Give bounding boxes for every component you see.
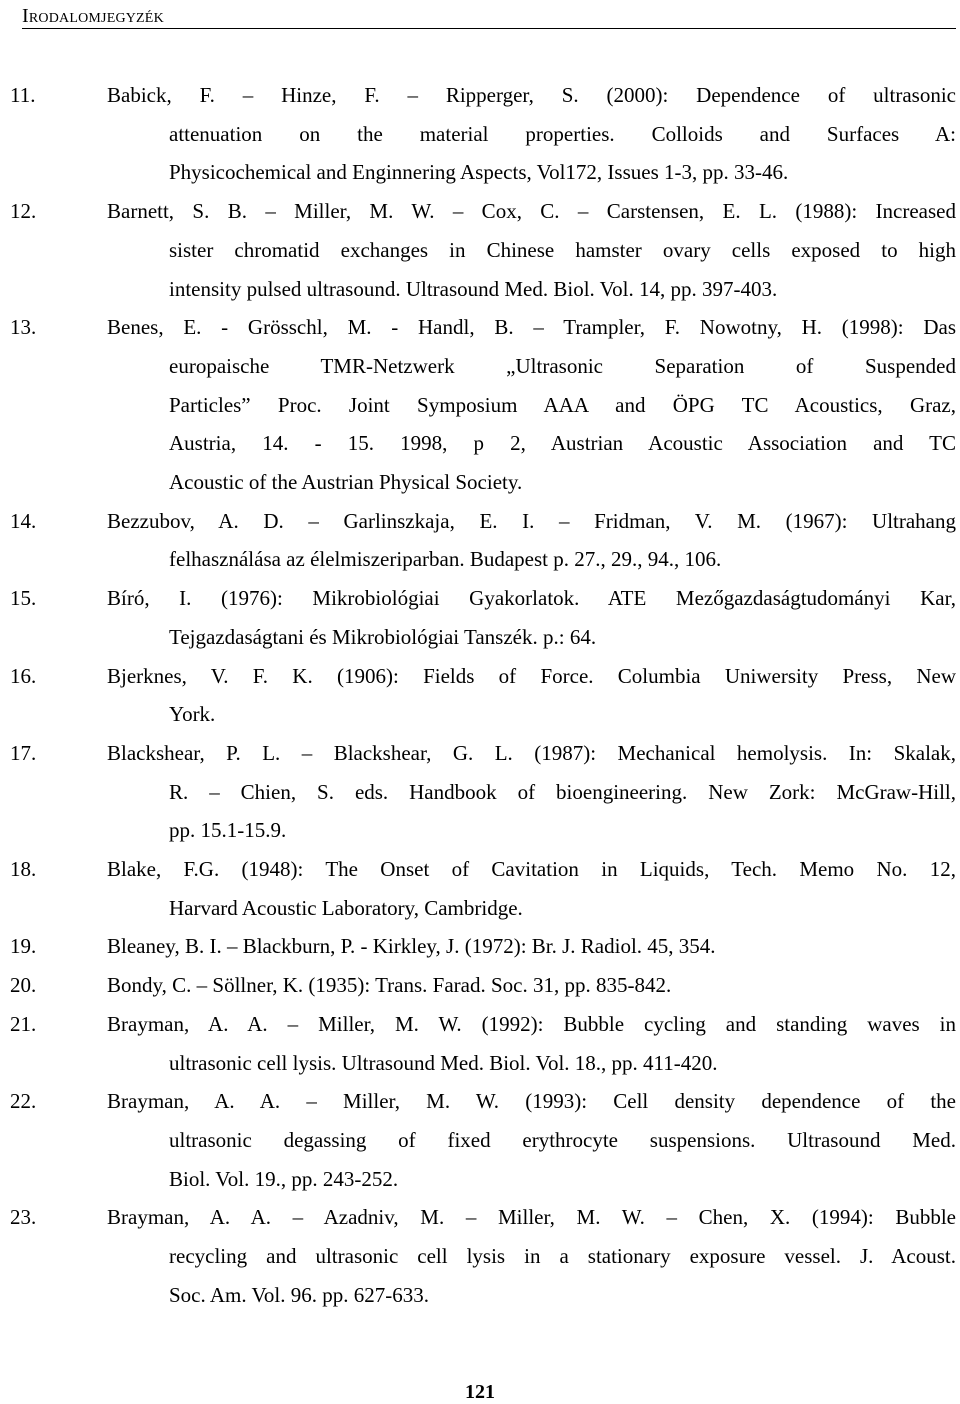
reference-item bbox=[0, 734, 960, 850]
reference-text bbox=[108, 502, 956, 579]
reference-item bbox=[0, 579, 960, 656]
reference-number: 14. bbox=[10, 508, 37, 533]
reference-line: Biol. Vol. 19., pp. 243-252. bbox=[169, 1166, 399, 1191]
reference-line: Babick, F. – Hinze, F. – Ripperger, S. (2000): Dependence of ultrasonic bbox=[107, 83, 956, 107]
reference-line: R. – Chien, S. eds. Handbook of bioengineering. New Zork: McGraw-Hill, bbox=[169, 779, 956, 804]
reference-line: Tejgazdaságtani és Mikrobiológiai Tanszék. p.: 64. bbox=[169, 624, 597, 649]
reference-text bbox=[108, 1082, 956, 1198]
reference-text bbox=[108, 734, 956, 850]
page-number: 121 bbox=[465, 1381, 495, 1403]
reference-text bbox=[108, 579, 956, 656]
reference-number: 17. bbox=[10, 740, 37, 765]
reference-line: sister chromatid exchanges in Chinese hamster ovary cells exposed to high bbox=[169, 237, 956, 262]
reference-line: Austria, 14. - 15. 1998, p 2, Austrian Acoustic Association and TC bbox=[169, 431, 956, 456]
reference-text bbox=[108, 1198, 956, 1314]
reference-line: Bleaney, B. I. – Blackburn, P. - Kirkley, J. (1972): Br. J. Radiol. 45, 354. bbox=[107, 934, 716, 959]
reference-item bbox=[0, 76, 960, 192]
reference-list bbox=[0, 76, 960, 1315]
reference-number: 20. bbox=[10, 973, 37, 998]
reference-line: Soc. Am. Vol. 96. pp. 627-633. bbox=[169, 1282, 429, 1307]
reference-number: 19. bbox=[10, 934, 37, 959]
reference-line: Benes, E. - Grösschl, M. - Handl, B. – Trampler, F. Nowotny, H. (1998): Das bbox=[107, 315, 956, 340]
reference-line: ultrasonic cell lysis. Ultrasound Med. Biol. Vol. 18., pp. 411-420. bbox=[169, 1050, 718, 1075]
reference-number: 18. bbox=[10, 857, 37, 882]
reference-line: Bezzubov, A. D. – Garlinszkaja, E. I. – Fridman, V. M. (1967): Ultrahang bbox=[107, 508, 956, 533]
reference-line: Bíró, I. (1976): Mikrobiológiai Gyakorlatok. ATE Mezőgazdaságtudományi Kar, bbox=[107, 586, 956, 611]
reference-number: 23. bbox=[10, 1205, 37, 1230]
reference-number: 12. bbox=[10, 199, 37, 224]
reference-text bbox=[108, 192, 956, 308]
running-header bbox=[22, 4, 956, 29]
reference-text bbox=[108, 850, 956, 927]
reference-line: Brayman, A. A. – Miller, M. W. (1993): Cell density dependence of the bbox=[107, 1089, 956, 1114]
reference-line: europaische TMR-Netzwerk „Ultrasonic Separation of Suspended bbox=[169, 353, 956, 378]
header-title: Irodalomjegyzék bbox=[22, 5, 164, 27]
reference-line: Physicochemical and Enginnering Aspects, Vol172, Issues 1-3, pp. 33-46. bbox=[169, 160, 789, 185]
reference-line: Bjerknes, V. F. K. (1906): Fields of Force. Columbia Uniwersity Press, New bbox=[107, 663, 956, 688]
reference-item bbox=[0, 966, 960, 1005]
reference-line: Bondy, C. – Söllner, K. (1935): Trans. Farad. Soc. 31, pp. 835-842. bbox=[107, 973, 672, 998]
reference-text bbox=[108, 657, 956, 734]
reference-line: Blackshear, P. L. – Blackshear, G. L. (1987): Mechanical hemolysis. In: Skalak, bbox=[107, 740, 956, 765]
reference-item bbox=[0, 1082, 960, 1198]
reference-line: ultrasonic degassing of fixed erythrocyte suspensions. Ultrasound Med. bbox=[169, 1127, 956, 1152]
reference-text bbox=[108, 1005, 956, 1082]
reference-number: 16. bbox=[10, 663, 37, 688]
reference-item bbox=[0, 1198, 960, 1314]
reference-line: recycling and ultrasonic cell lysis in a stationary exposure vessel. J. Acoust. bbox=[169, 1244, 956, 1269]
reference-line: Blake, F.G. (1948): The Onset of Cavitation in Liquids, Tech. Memo No. 12, bbox=[107, 857, 956, 882]
reference-number: 22. bbox=[10, 1089, 37, 1114]
reference-number: 11. bbox=[10, 83, 36, 107]
reference-number: 21. bbox=[10, 1011, 37, 1036]
reference-number: 13. bbox=[10, 315, 37, 340]
reference-line: Acoustic of the Austrian Physical Society. bbox=[169, 470, 523, 495]
reference-item bbox=[0, 850, 960, 927]
reference-line: pp. 15.1-15.9. bbox=[169, 818, 287, 843]
reference-line: Brayman, A. A. – Miller, M. W. (1992): Bubble cycling and standing waves in bbox=[107, 1011, 956, 1036]
reference-item bbox=[0, 1005, 960, 1082]
reference-line: Brayman, A. A. – Azadniv, M. – Miller, M. W. – Chen, X. (1994): Bubble bbox=[107, 1205, 956, 1230]
reference-item bbox=[0, 308, 960, 502]
reference-line: felhasználása az élelmiszeriparban. Budapest p. 27., 29., 94., 106. bbox=[169, 547, 722, 572]
reference-text bbox=[108, 966, 956, 1005]
reference-text bbox=[108, 76, 956, 192]
reference-line: Barnett, S. B. – Miller, M. W. – Cox, C. – Carstensen, E. L. (1988): Increased bbox=[107, 199, 956, 224]
reference-line: intensity pulsed ultrasound. Ultrasound Med. Biol. Vol. 14, pp. 397-403. bbox=[169, 276, 778, 301]
reference-text bbox=[108, 308, 956, 502]
reference-item bbox=[0, 927, 960, 966]
reference-line: attenuation on the material properties. Colloids and Surfaces A: bbox=[169, 121, 956, 146]
reference-line: Harvard Acoustic Laboratory, Cambridge. bbox=[169, 895, 523, 920]
reference-text bbox=[108, 927, 956, 966]
reference-line: Particles” Proc. Joint Symposium AAA and ÖPG TC Acoustics, Graz, bbox=[169, 392, 956, 417]
reference-line: York. bbox=[169, 702, 216, 727]
reference-number: 15. bbox=[10, 586, 37, 611]
reference-item bbox=[0, 192, 960, 308]
reference-item bbox=[0, 657, 960, 734]
reference-item bbox=[0, 502, 960, 579]
